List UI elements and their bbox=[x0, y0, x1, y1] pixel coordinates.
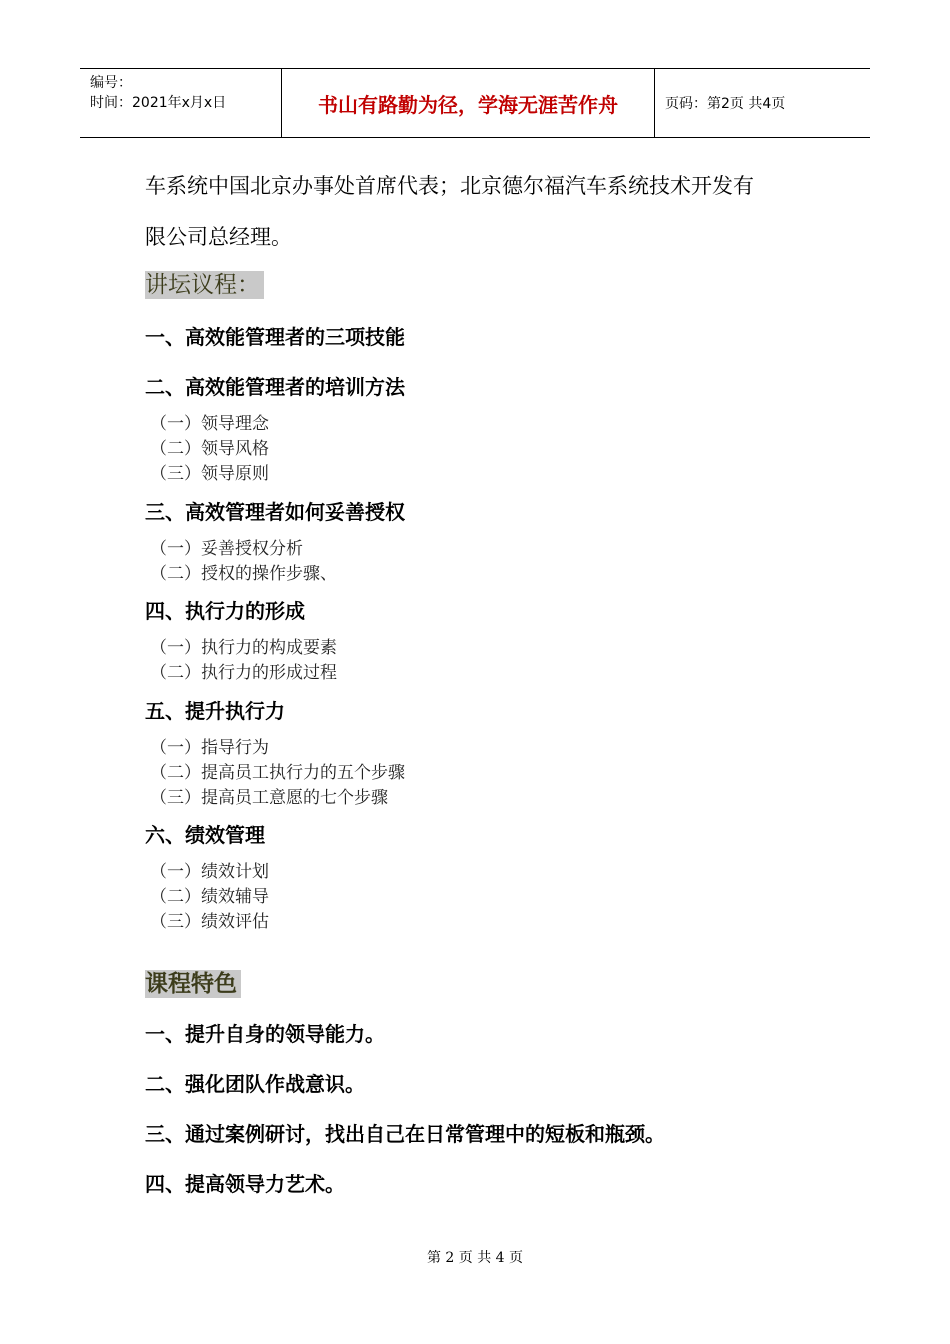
agenda-subitem: （一）指导行为 bbox=[150, 738, 269, 758]
feature-item: 四、提高领导力艺术。 bbox=[145, 1172, 345, 1196]
feature-item: 三、通过案例研讨，找出自己在日常管理中的短板和瓶颈。 bbox=[145, 1122, 665, 1146]
features-title: 课程特色 bbox=[145, 970, 241, 998]
agenda-subitem: （一）执行力的构成要素 bbox=[150, 638, 337, 658]
agenda-subitem: （一）领导理念 bbox=[150, 414, 269, 434]
agenda-subitem: （二）领导风格 bbox=[150, 439, 269, 459]
agenda-heading: 五、提升执行力 bbox=[145, 699, 285, 723]
page-footer: 第 2 页 共 4 页 bbox=[426, 1250, 524, 1266]
intro-line-2: 限公司总经理。 bbox=[145, 225, 292, 249]
document-date: 时间：2021年x月x日 bbox=[90, 95, 227, 111]
page-header bbox=[80, 68, 870, 138]
agenda-heading: 一、高效能管理者的三项技能 bbox=[145, 325, 405, 349]
agenda-subitem: （二）提高员工执行力的五个步骤 bbox=[150, 763, 405, 783]
features-title-wrap bbox=[145, 965, 241, 998]
agenda-title-wrap bbox=[145, 266, 264, 299]
agenda-heading: 三、高效管理者如何妥善授权 bbox=[145, 500, 405, 524]
feature-item: 一、提升自身的领导能力。 bbox=[145, 1022, 385, 1046]
agenda-subitem: （三）提高员工意愿的七个步骤 bbox=[150, 788, 388, 808]
header-page-info: 页码：第2页 共4页 bbox=[665, 96, 786, 112]
feature-item: 二、强化团队作战意识。 bbox=[145, 1072, 365, 1096]
header-meta bbox=[80, 69, 282, 137]
agenda-subitem: （二）绩效辅导 bbox=[150, 887, 269, 907]
agenda-subitem: （一）绩效计划 bbox=[150, 862, 269, 882]
agenda-heading: 二、高效能管理者的培训方法 bbox=[145, 375, 405, 399]
agenda-heading: 四、执行力的形成 bbox=[145, 599, 305, 623]
intro-line-1: 车系统中国北京办事处首席代表；北京德尔福汽车系统技术开发有 bbox=[145, 174, 754, 198]
agenda-subitem: （三）绩效评估 bbox=[150, 912, 269, 932]
agenda-subitem: （三）领导原则 bbox=[150, 464, 269, 484]
agenda-title: 讲坛议程： bbox=[145, 271, 264, 299]
agenda-subitem: （一）妥善授权分析 bbox=[150, 539, 303, 559]
agenda-subitem: （二）授权的操作步骤、 bbox=[150, 564, 337, 584]
document-number: 编号： bbox=[90, 75, 132, 91]
agenda-subitem: （二）执行力的形成过程 bbox=[150, 663, 337, 683]
header-motto: 书山有路勤为径，学海无涯苦作舟 bbox=[282, 69, 655, 137]
agenda-heading: 六、绩效管理 bbox=[145, 823, 265, 847]
